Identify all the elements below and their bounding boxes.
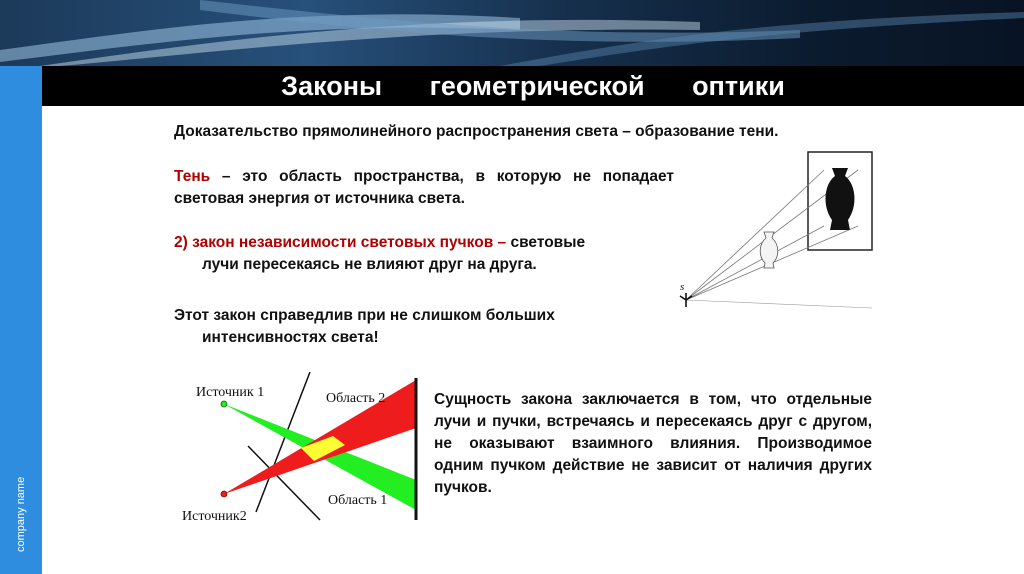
law-essence: Сущность закона заключается в том, что отдельные лучи и пучки, встречаясь и пересекаясь друг с другом, не оказывают взаимного влияния. Производимое одним пучком действие не зависит от наличия других пучков. [434,391,872,496]
shadow-term: Тень [174,168,211,185]
company-name-label: company name [15,476,27,552]
vase-object [760,232,778,268]
source-s-label: s [680,281,685,293]
area-2-label: Область 2 [326,391,386,406]
source-1-dot [221,401,227,407]
validity-second: интенсивностях света! [202,329,379,346]
shadow-formation-figure [676,150,876,318]
beams-intersection-figure [176,372,424,532]
source-2-label: Источник2 [182,509,247,524]
source-1-label: Источник 1 [196,385,265,400]
law-text-second: лучи пересекаясь не влияют друг на друга. [202,256,537,273]
sidebar-bar [0,66,42,574]
title-bar [42,66,1024,106]
slide-title: Законы геометрической оптики [281,71,785,101]
law-statement [174,232,686,276]
law-title: 2) закон независимости световых пучков – [174,234,507,251]
source-2-dot [221,491,227,497]
area-1-label: Область 1 [328,493,388,508]
slide-subtitle: Доказательство прямолинейного распространения света – образование тени. [174,123,779,140]
law-validity-note [174,305,668,349]
law-text-first: световые [506,234,586,251]
validity-first: Этот закон справедлив при не слишком больших [174,307,555,324]
header-banner-image [0,0,1024,66]
shadow-definition [174,166,674,210]
shadow-definition-text: – это область пространства, в которую не попадает световая энергия от источника света. [174,168,674,207]
